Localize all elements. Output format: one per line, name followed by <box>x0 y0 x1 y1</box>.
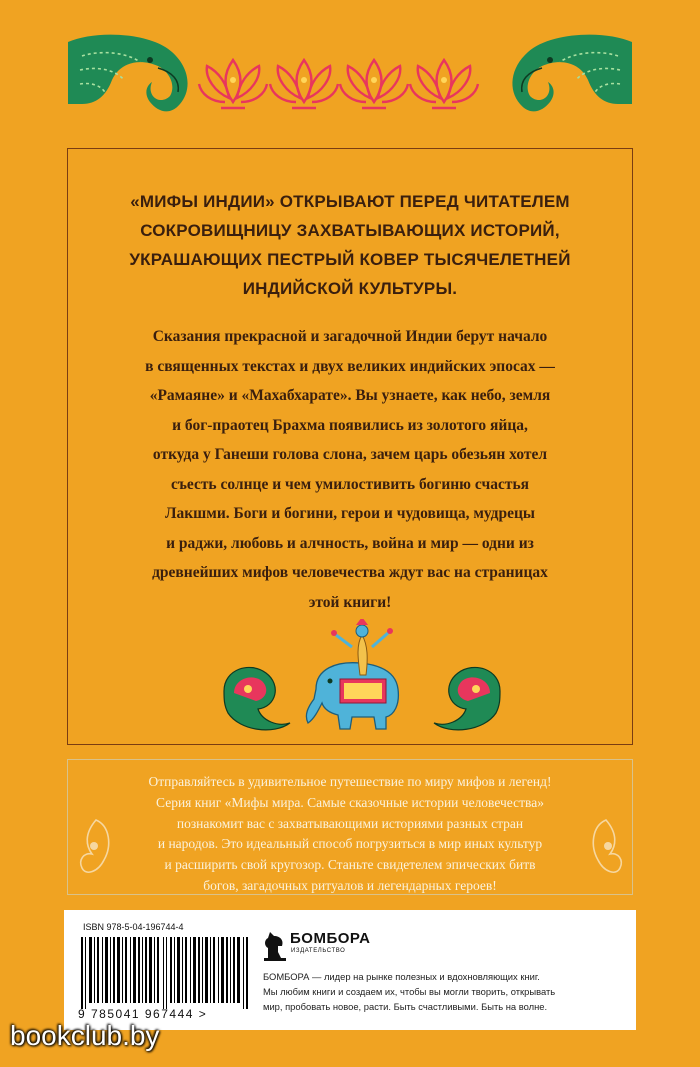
headline-line: УКРАШАЮЩИХ ПЕСТРЫЙ КОВЕР ТЫСЯЧЕЛЕТНЕЙ <box>129 250 571 269</box>
center-illustration <box>68 619 634 739</box>
top-ornament <box>0 0 700 145</box>
description-line: этой книги! <box>308 593 392 611</box>
description-line: Сказания прекрасной и загадочной Индии берут начало <box>152 328 548 345</box>
ganesha-elephant-rider-icon <box>306 619 398 729</box>
description-line: откуда у Ганеши голова слона, зачем царь обезьян хотел <box>152 446 548 463</box>
series-line: Серия книг «Мифы мира. Самые сказочные истории человечества» <box>156 794 544 810</box>
lotus-icon <box>270 60 338 108</box>
publisher-description-line: мир, пробовать новое, расти. Быть счастливыми. Быть на волне. <box>263 1001 548 1012</box>
headline-line: «МИФЫ ИНДИИ» ОТКРЫВАЮТ ПЕРЕД ЧИТАТЕЛЕМ <box>130 192 570 211</box>
headline-line: СОКРОВИЩНИЦУ ЗАХВАТЫВАЮЩИХ ИСТОРИЙ, <box>140 221 560 240</box>
barcode <box>81 937 256 1009</box>
paisley-icon <box>76 816 116 882</box>
main-text-frame <box>67 148 633 745</box>
barcode-number: 9 785041 967444 > <box>78 1007 208 1021</box>
elephant-head-icon <box>512 35 632 112</box>
publisher-name: БОМБОРА <box>290 930 371 947</box>
description-line: съесть солнце и чем умилостивить богиню счастья <box>170 475 530 493</box>
watermark: bookclub.by <box>10 1020 160 1051</box>
publisher-description-line: БОМБОРА — лидер на рынке полезных и вдохновляющих книг. <box>263 971 540 982</box>
series-line: и народов. Это идеальный способ погрузиться в мир иных культур <box>157 836 543 852</box>
headline-line: ИНДИЙСКОЙ КУЛЬТУРЫ. <box>242 279 458 298</box>
headline <box>68 187 632 303</box>
series-line: Отправляйтесь в удивительное путешествие по миру мифов и легенд! <box>148 774 552 789</box>
lotus-icon <box>410 60 478 108</box>
description-line: «Рамаяне» и «Махабхарате». Вы узнаете, как небо, земля <box>149 387 551 404</box>
publisher-description <box>263 969 631 1014</box>
horse-head-logo-icon <box>262 928 288 962</box>
series-line: богов, загадочных ритуалов и легендарных героев! <box>203 877 497 893</box>
paisley-icon <box>586 816 626 882</box>
publisher-panel <box>64 910 636 1030</box>
paisley-icon <box>434 667 500 729</box>
paisley-icon <box>224 667 290 729</box>
series-line: и расширить свой кругозор. Станьте свидетелем эпических битв <box>164 857 536 873</box>
description-line: и раджи, любовь и алчность, война и мир — одни из <box>166 534 534 552</box>
publisher-description-line: Мы любим книги и создаем их, чтобы вы могли творить, открывать <box>263 986 556 997</box>
series-line: познакомит вас с захватывающими историями разных стран <box>176 815 524 831</box>
description-line: Лакшми. Боги и богини, герои и чудовища, мудрецы <box>164 505 536 522</box>
lotus-icon <box>340 60 408 108</box>
description-line: древнейших мифов человечества ждут вас на страницах <box>152 564 548 581</box>
series-description <box>68 772 632 897</box>
description <box>68 322 632 617</box>
description-line: в священных текстах и двух великих индийских эпосах — <box>145 357 555 375</box>
isbn-label: ISBN 978-5-04-196744-4 <box>83 922 184 932</box>
lotus-icon <box>199 60 267 108</box>
description-line: и бог-праотец Брахма появились из золотого яйца, <box>172 416 528 434</box>
series-frame <box>67 759 633 895</box>
elephant-head-icon <box>68 35 188 112</box>
publisher-subtitle: ИЗДАТЕЛЬСТВО <box>291 948 346 954</box>
